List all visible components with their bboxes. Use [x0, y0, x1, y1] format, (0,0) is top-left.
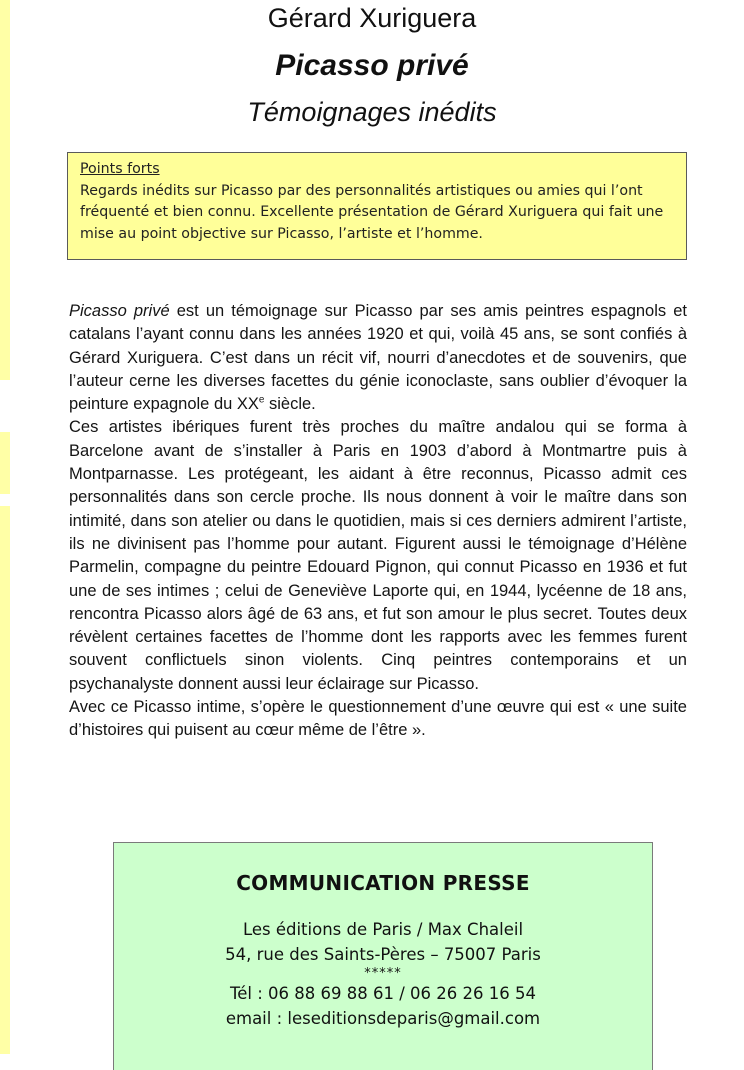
paragraph-intro — [69, 300, 687, 416]
points-forts-heading: Points forts — [80, 161, 160, 177]
title-block — [0, 0, 744, 132]
press-contact-box — [113, 842, 653, 1070]
points-forts-text: Regards inédits sur Picasso par des personnalités artistiques ou amies qui l’ont fréquenté et bien connu. Excellente présentation de Gérard Xuriguera qui fait une mise au point objective sur Picasso, l’artiste et l’homme. — [80, 182, 664, 242]
stars-separator: ***** — [364, 966, 402, 981]
review-body — [69, 300, 687, 743]
inline-book-title: Picasso privé — [69, 302, 170, 320]
address-line: 54, rue des Saints-Pères – 75007 Paris — [225, 945, 541, 964]
paragraph-intro-end: siècle. — [264, 395, 316, 414]
author-name: Gérard Xuriguera — [267, 3, 477, 33]
phone-line: Tél : 06 88 69 88 61 / 06 26 26 16 54 — [229, 984, 537, 1003]
century-superscript: e — [258, 394, 265, 406]
email-line: email : leseditionsdeparis@gmail.com — [225, 1009, 541, 1028]
paragraph-conclusion: Avec ce Picasso intime, s’opère le questionnement d’une œuvre qui est « une suite d’histoires qui puisent au cœur même de l’être ». — [69, 698, 687, 740]
points-forts-box — [67, 152, 687, 260]
book-title: Picasso privé — [275, 49, 469, 82]
left-highlight-strip — [0, 432, 10, 494]
press-contact-heading: COMMUNICATION PRESSE — [236, 871, 530, 895]
paragraph-intro-text: est un témoignage sur Picasso par ses amis peintres espagnols et catalans l’ayant connu dans les années 1920 et qui, voilà 45 ans, se sont confiés à Gérard Xuriguera. C’est dans un récit vif, nourri d’anecdotes et de souvenirs, que l’auteur cerne les diverses facettes du génie iconoclaste, sans oublier d’évoquer la peinture expagnole du XX — [69, 302, 688, 414]
paragraph-artists: Ces artistes ibériques furent très proches du maître andalou qui se forma à Barcelone avant de s’installer à Paris en 1903 d’abord à Montmartre puis à Montparnasse. Les protégeant, les aidant à être reconnus, Picasso admit ces personnalités dans son cercle proche. Ils nous donnent à voir le maître dans son intimité, dans son atelier ou dans le quotidien, mais si ces derniers admirent l’artiste, ils ne divinisent pas l’homme pour autant. Figurent aussi le témoignage d’Hélène Parmelin, compagne du peintre Edouard Pignon, qui connut Picasso en 1936 et fut une de ses intimes ; celui de Geneviève Laporte qui, en 1944, lycéenne de 18 ans, rencontra Picasso alors âgé de 63 ans, et fut son amour le plus secret. Toutes deux révèlent certaines facettes de l’homme dont les rapports avec les femmes furent souvent conflictuels sinon violents. Cinq peintres contemporains et un psychanalyste donnent aussi leur éclairage sur Picasso. — [69, 418, 687, 693]
book-subtitle: Témoignages inédits — [247, 97, 497, 127]
publisher-line: Les éditions de Paris / Max Chaleil — [242, 920, 524, 939]
left-highlight-strip — [0, 506, 10, 1054]
